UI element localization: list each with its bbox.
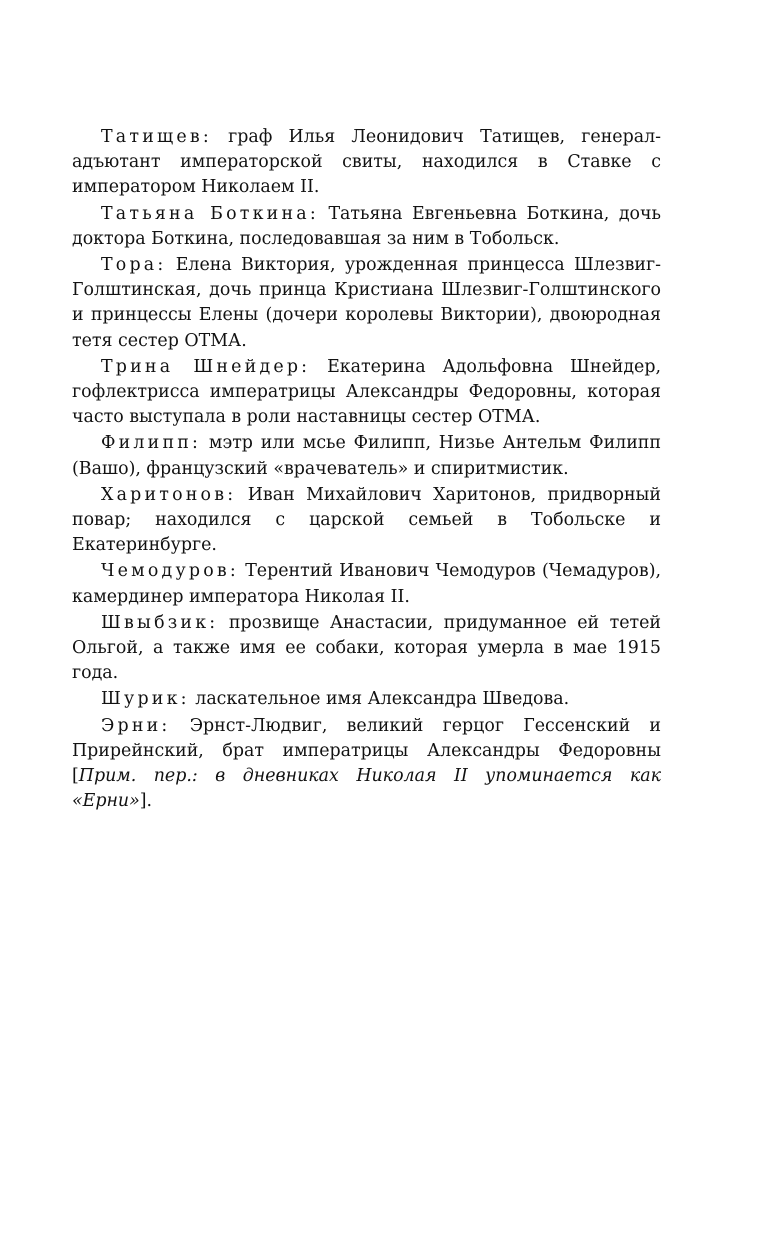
glossary-entry-tatishchev [72,125,661,201]
entry-text: Татьяна Евгеньевна Боткина, дочь доктора Боткина, последовавшая за ним в Тобольск. [72,203,661,249]
entry-text: Екатерина Адольфовна Шнейдер, гофлектрисса императрицы Александры Федоровны, которая часто выступала в роли наставницы сестер ОТМА. [72,356,662,428]
glossary-entry-shvybzik [72,611,661,687]
glossary-page [72,125,661,815]
entry-term: Швыбзик: [101,612,219,633]
translator-note-close: ]. [139,791,153,812]
entry-text: ласкательное имя Александра Шведова. [195,689,570,710]
glossary-entry-chemodurov [72,559,661,609]
entry-text: Елена Виктория, урожденная принцесса Шлезвиг-Голштинская, дочь принца Кристиана Шлезвиг-Голштинского и принцессы Елены (дочери королевы Виктории), двоюродная тетя сестер ОТМА. [72,255,661,351]
entry-term: Филипп: [101,433,202,454]
entry-term: Шурик: [101,689,190,710]
entry-term: Эрни: [101,715,171,736]
entry-text: Терентий Иванович Чемодуров (Чемадуров), камердинер императора Николая II. [72,561,662,607]
glossary-entry-kharitonov [72,483,661,559]
entry-text: мэтр или мсье Филипп, Низье Антельм Филипп (Вашо), французский «врачеватель» и спиритмистик. [72,433,661,479]
glossary-entry-erni [72,714,661,815]
translator-note: Прим. пер.: в дневниках Николая II упоминается как «Ерни» [72,766,661,812]
glossary-entry-tatiana-botkina [72,202,661,252]
entry-text: граф Илья Леонидович Татищев, генерал-адъютант императорской свиты, находился в Ставке с императором Николаем II. [72,127,662,198]
entry-term: Татищев: [101,127,212,147]
glossary-entry-trina-schneider [72,355,661,431]
entry-term: Харитонов: [101,484,237,505]
entry-text: Иван Михайлович Харитонов, придворный повар; находился с царской семьей в Тобольске и Екатеринбурге. [72,484,661,556]
translator-note-open: [ [72,766,79,787]
entry-term: Тора: [101,255,167,276]
entry-term: Чемодуров: [101,561,239,582]
glossary-entry-shurik [72,687,661,712]
entry-text: прозвище Анастасии, придуманное ей тетей Ольгой, а также имя ее собаки, которая умерла в мае 1915 года. [72,612,661,684]
entry-term: Татьяна Боткина: [101,203,319,224]
entry-text: Эрнст-Людвиг, великий герцог Гессенский и Прирейнский, брат императрицы Александры Федоровны [72,715,661,761]
glossary-entry-philippe [72,431,661,481]
entry-term: Трина Шнейдер: [101,356,311,377]
glossary-entry-tora [72,253,661,354]
